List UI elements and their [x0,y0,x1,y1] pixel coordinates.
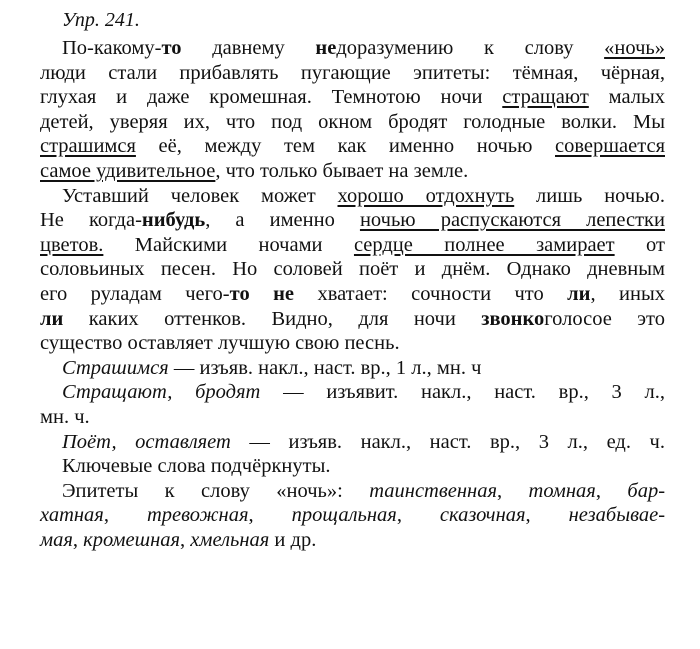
text-segment: её, между тем как именно ночью [135,135,556,158]
text-segment: соловьиных песен. Но соловей поёт и днём. Однако дневным [40,258,665,281]
underlined-keyword: хорошо отдохнуть [337,184,515,207]
underlined-keyword: стращают [502,86,589,109]
text-line [40,282,665,307]
bold-text: звонко [481,307,545,330]
text-segment: глухая и даже кромешная. Темнотою ночи [40,86,503,109]
bold-text: ли [567,282,591,305]
text-segment: , [595,479,628,502]
italic-text: бар- [627,479,666,502]
italic-text: мая [40,528,73,551]
text-segment: мн. ч. [40,405,90,428]
text-line [40,405,665,430]
italic-text: кромешная [83,528,181,551]
text-segment: от [614,233,665,256]
text-segment: доразумению к слову [336,37,605,59]
text-line [40,208,665,233]
text-line [40,134,665,159]
text-segment: , что только бывает на земле. [215,159,469,182]
underlined-keyword: «ночь» [604,37,665,59]
underlined-keyword: совершается [555,135,665,158]
bold-text: то [161,37,182,59]
text-segment: Эпитеты к слову «ночь»: [62,479,370,502]
text-segment: , [103,504,147,527]
text-segment: , [180,528,191,551]
bold-text: ли [40,307,64,330]
text-segment: люди стали прибавлять пугающие эпитеты: тёмная, чёрная, [40,61,665,84]
text-line [40,233,665,258]
text-segment: голосое это [544,307,665,330]
text-line [40,356,665,381]
text-segment: и др. [269,528,317,551]
text-segment: Ключевые слова подчёркнуты. [62,455,331,478]
bold-text: не [315,37,337,59]
text-line [40,479,665,504]
text-segment: , [496,479,529,502]
exercise-body [40,36,665,552]
underlined-keyword: сердце полнее замирает [353,233,615,256]
text-line [40,110,665,135]
text-segment: малых [588,86,665,109]
exercise-title: Упр. 241. [62,9,140,31]
text-segment: , [396,504,440,527]
text-segment: , а именно [205,209,360,232]
text-segment: — изъяв. накл., наст. вр., 1 л., мн. ч [168,356,482,379]
text-segment: , иных [590,282,665,305]
italic-text: Стращают, бродят [62,381,261,404]
text-line [40,430,665,455]
text-line [40,380,665,405]
italic-text: хмельная [190,528,270,551]
text-line [40,257,665,282]
text-segment: Не когда- [40,209,142,232]
text-line [40,503,665,528]
text-line [40,307,665,332]
text-segment: По-какому- [62,37,162,59]
underlined-keyword: цветов. [40,233,104,256]
italic-text: таинственная [369,479,497,502]
text-segment: существо оставляет лучшую свою песнь. [40,332,400,355]
text-segment: , [72,528,84,551]
text-line [40,184,665,209]
text-line [40,331,665,356]
italic-text: хатная [40,504,104,527]
text-segment: Майскими ночами [103,233,354,256]
text-segment: давнему [181,37,316,59]
bold-text: нибудь [141,209,206,232]
underlined-keyword: страшимся [40,135,136,158]
italic-text: Поёт, оставляет [62,430,231,453]
italic-text: Страшимся [62,356,169,379]
text-line [40,36,665,61]
bold-text: то не [229,282,295,305]
text-segment: хватает: сочности что [294,282,568,305]
text-line [40,159,665,184]
text-segment: , [248,504,292,527]
text-line [40,85,665,110]
text-line [40,528,665,553]
italic-text: сказочная [439,504,526,527]
underlined-keyword: самое удивительное [40,159,216,182]
text-segment: его руладам чего- [40,282,230,305]
text-segment: лишь ночью. [514,184,665,207]
text-line [40,61,665,86]
italic-text: томная [528,479,596,502]
underlined-keyword: ночью распускаются лепестки [359,209,665,232]
text-line [40,454,665,479]
italic-text: тревожная [146,504,249,527]
text-segment: детей, уверяя их, что под окном бродят голодные волки. Мы [40,110,665,133]
italic-text: незабывае- [568,504,666,527]
italic-text: прощальная [291,504,397,527]
text-segment: Уставший человек может [62,184,338,207]
exercise-text [40,8,665,552]
text-segment: каких оттенков. Видно, для ночи [63,307,482,330]
text-segment: — изъявит. накл., наст. вр., 3 л., [260,381,665,404]
text-segment: — изъяв. накл., наст. вр., 3 л., ед. ч. [230,430,665,453]
text-segment: , [525,504,569,527]
